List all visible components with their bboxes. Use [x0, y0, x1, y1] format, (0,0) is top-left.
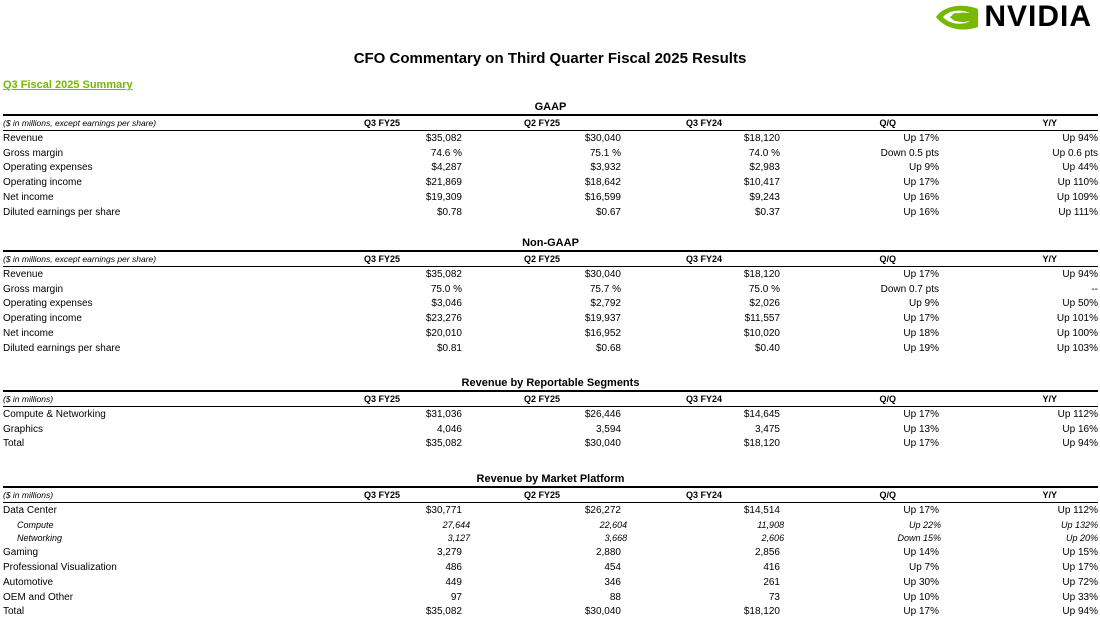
table-cell: $23,276 — [425, 313, 462, 325]
table-cell: Up 109% — [1056, 192, 1098, 204]
row-label: Professional Visualization — [3, 562, 117, 574]
section-title: GAAP — [534, 101, 567, 113]
table-cell: Up 112% — [1057, 408, 1098, 420]
table-header-row — [3, 114, 1098, 131]
row-label: Automotive — [3, 576, 54, 588]
table-header-row — [3, 486, 1098, 503]
table-cell: Up 17% — [903, 268, 939, 280]
table-row — [3, 131, 1098, 146]
row-label: Compute — [17, 519, 54, 530]
table-cell: 11,908 — [757, 519, 785, 530]
column-header: Q/Q — [879, 490, 896, 500]
table-row — [3, 575, 1098, 590]
row-label: Total — [3, 438, 25, 450]
table-cell: 2,606 — [761, 533, 785, 544]
table-cell: 261 — [763, 576, 780, 588]
table-cell: $20,010 — [425, 328, 462, 340]
table-cell: -- — [1091, 283, 1098, 295]
non-gaap-section — [3, 236, 1098, 356]
table-cell: 74.6 % — [430, 147, 462, 159]
table-row — [3, 518, 1098, 532]
table-cell: Up 17% — [903, 606, 939, 618]
table-cell: 4,046 — [436, 423, 462, 435]
table-cell: 2,880 — [595, 547, 621, 559]
table-cell: Up 14% — [903, 547, 939, 559]
table-cell: 3,475 — [754, 423, 780, 435]
table-row — [3, 326, 1098, 341]
table-cell: $30,040 — [584, 438, 621, 450]
summary-link[interactable]: Q3 Fiscal 2025 Summary — [3, 79, 133, 91]
table-cell: 73 — [768, 591, 780, 603]
table-cell: Up 22% — [909, 519, 942, 530]
row-label: Operating expenses — [3, 298, 93, 310]
table-cell: $0.78 — [436, 206, 462, 218]
row-label: Operating income — [3, 177, 82, 189]
table-cell: Up 112% — [1057, 504, 1098, 516]
table-row — [3, 311, 1098, 326]
column-header: Q/Q — [879, 118, 896, 128]
table-cell: $2,792 — [590, 298, 621, 310]
table-cell: 2,856 — [754, 547, 780, 559]
column-header: Q3 FY24 — [685, 118, 722, 128]
column-header: Q2 FY25 — [523, 394, 560, 404]
column-header: Y/Y — [1042, 490, 1057, 500]
column-header: Q3 FY24 — [685, 394, 722, 404]
table-row — [3, 205, 1098, 220]
table-header-row — [3, 390, 1098, 407]
table-cell: $26,272 — [584, 504, 621, 516]
column-header: Q3 FY24 — [685, 490, 722, 500]
table-cell: 75.7 % — [589, 283, 621, 295]
table-cell: Up 30% — [903, 576, 939, 588]
table-cell: Up 50% — [1062, 298, 1098, 310]
table-cell: $35,082 — [425, 438, 462, 450]
table-row — [3, 545, 1098, 560]
table-cell: $30,040 — [584, 268, 621, 280]
row-label: Operating expenses — [3, 162, 93, 174]
table-cell: $31,036 — [425, 408, 462, 420]
row-label: OEM and Other — [3, 591, 74, 603]
table-cell: $26,446 — [584, 408, 621, 420]
table-cell: Up 110% — [1057, 177, 1098, 189]
table-cell: $30,040 — [584, 606, 621, 618]
table-cell: 88 — [609, 591, 621, 603]
table-cell: Up 100% — [1056, 328, 1098, 340]
table-cell: 346 — [604, 576, 621, 588]
table-cell: $18,642 — [584, 177, 621, 189]
table-cell: $0.68 — [595, 342, 621, 354]
table-cell: $30,771 — [425, 504, 462, 516]
table-row — [3, 297, 1098, 312]
table-cell: Up 94% — [1062, 606, 1098, 618]
section-title: Revenue by Market Platform — [476, 473, 625, 485]
table-cell: $18,120 — [743, 438, 780, 450]
table-cell: $3,932 — [590, 162, 621, 174]
table-cell: 486 — [445, 562, 462, 574]
table-cell: Up 17% — [903, 408, 939, 420]
section-title: Non-GAAP — [522, 237, 579, 249]
table-cell: Up 17% — [903, 438, 939, 450]
table-cell: $10,417 — [743, 177, 780, 189]
table-cell: 3,279 — [436, 547, 462, 559]
table-header-row — [3, 250, 1098, 267]
table-cell: Up 9% — [908, 298, 939, 310]
column-header: Q3 FY25 — [363, 118, 400, 128]
gaap-section — [3, 100, 1098, 220]
table-cell: 75.1 % — [589, 147, 621, 159]
column-header: Q2 FY25 — [523, 254, 560, 264]
column-header: Q2 FY25 — [523, 118, 560, 128]
table-cell: $19,937 — [584, 313, 621, 325]
row-label: Graphics — [3, 423, 44, 435]
row-label: Data Center — [3, 504, 57, 516]
table-row — [3, 146, 1098, 161]
table-row — [3, 605, 1098, 620]
row-label: Diluted earnings per share — [3, 206, 121, 218]
table-cell: $18,120 — [743, 268, 780, 280]
table-cell: Up 94% — [1062, 268, 1098, 280]
table-cell: $18,120 — [743, 606, 780, 618]
table-cell: Up 17% — [903, 504, 939, 516]
table-cell: Up 19% — [903, 342, 939, 354]
table-cell: $2,026 — [749, 298, 780, 310]
table-cell: $35,082 — [425, 268, 462, 280]
row-label: Net income — [3, 192, 54, 204]
table-cell: Up 16% — [1062, 423, 1098, 435]
table-cell: $14,514 — [743, 504, 780, 516]
table-cell: Up 111% — [1058, 206, 1098, 218]
table-cell: Up 9% — [908, 162, 939, 174]
nvidia-wordmark: NVIDIA — [984, 0, 1092, 33]
table-cell: $9,243 — [749, 192, 780, 204]
table-cell: $4,287 — [431, 162, 462, 174]
table-cell: $35,082 — [425, 606, 462, 618]
table-cell: 75.0 % — [748, 283, 780, 295]
table-cell: $18,120 — [743, 132, 780, 144]
column-header: Q/Q — [879, 254, 896, 264]
nvidia-eye-icon — [934, 1, 980, 33]
table-row — [3, 267, 1098, 282]
table-row — [3, 175, 1098, 190]
table-cell: $0.81 — [436, 342, 462, 354]
table-cell: Up 13% — [903, 423, 939, 435]
table-cell: $16,952 — [584, 328, 621, 340]
table-cell: $19,309 — [425, 192, 462, 204]
table-cell: 3,594 — [595, 423, 621, 435]
table-cell: Up 33% — [1062, 591, 1098, 603]
column-header: Q3 FY25 — [363, 490, 400, 500]
table-cell: 75.0 % — [430, 283, 462, 295]
table-row — [3, 161, 1098, 176]
table-cell: Up 10% — [903, 591, 939, 603]
row-label: Total — [3, 606, 25, 618]
table-cell: Up 7% — [908, 562, 939, 574]
table-cell: Up 17% — [903, 177, 939, 189]
table-row — [3, 503, 1098, 518]
column-header: Y/Y — [1042, 118, 1057, 128]
row-label: Revenue — [3, 132, 44, 144]
row-label: Diluted earnings per share — [3, 342, 121, 354]
table-cell: $11,557 — [744, 313, 780, 325]
table-row — [3, 407, 1098, 422]
table-cell: 3,668 — [604, 533, 628, 544]
units-note: ($ in millions) — [3, 490, 54, 500]
table-row — [3, 341, 1098, 356]
table-cell: Up 18% — [903, 328, 939, 340]
table-row — [3, 437, 1098, 452]
table-cell: 22,604 — [599, 519, 628, 530]
table-cell: Down 15% — [897, 533, 942, 544]
table-cell: $0.67 — [595, 206, 621, 218]
column-header: Q/Q — [879, 394, 896, 404]
table-cell: Up 15% — [1062, 547, 1098, 559]
units-note: ($ in millions, except earnings per share) — [3, 118, 157, 128]
table-cell: $30,040 — [584, 132, 621, 144]
table-cell: Up 94% — [1062, 132, 1098, 144]
row-label: Networking — [17, 533, 63, 544]
segments-section — [3, 376, 1098, 451]
units-note: ($ in millions, except earnings per share) — [3, 254, 157, 264]
table-cell: $21,869 — [425, 177, 462, 189]
table-cell: Up 103% — [1056, 342, 1098, 354]
table-row — [3, 422, 1098, 437]
table-cell: 97 — [450, 591, 462, 603]
table-cell: $0.40 — [754, 342, 780, 354]
table-cell: Up 0.6 pts — [1052, 147, 1098, 159]
table-cell: Up 16% — [903, 206, 939, 218]
table-cell: Up 101% — [1056, 313, 1098, 325]
table-cell: 416 — [763, 562, 780, 574]
table-cell: Up 94% — [1062, 438, 1098, 450]
table-cell: 454 — [604, 562, 621, 574]
column-header: Q2 FY25 — [523, 490, 560, 500]
table-cell: Up 44% — [1062, 162, 1098, 174]
table-row — [3, 282, 1098, 297]
table-row — [3, 190, 1098, 205]
row-label: Net income — [3, 328, 54, 340]
table-row — [3, 560, 1098, 575]
nvidia-logo — [934, 0, 1092, 34]
row-label: Gaming — [3, 547, 39, 559]
column-header: Y/Y — [1042, 254, 1057, 264]
column-header: Q3 FY25 — [363, 394, 400, 404]
page-title: CFO Commentary on Third Quarter Fiscal 2025 Results — [353, 50, 747, 67]
table-cell: Down 0.5 pts — [880, 147, 939, 159]
row-label: Revenue — [3, 268, 44, 280]
table-cell: $2,983 — [749, 162, 780, 174]
table-cell: Up 17% — [903, 313, 939, 325]
table-cell: Up 20% — [1065, 533, 1099, 544]
row-label: Gross margin — [3, 283, 64, 295]
table-cell: Up 16% — [903, 192, 939, 204]
row-label: Compute & Networking — [3, 408, 106, 420]
table-cell: $0.37 — [754, 206, 780, 218]
units-note: ($ in millions) — [3, 394, 54, 404]
table-cell: $14,645 — [743, 408, 780, 420]
market-platform-section — [3, 472, 1098, 619]
row-label: Operating income — [3, 313, 82, 325]
table-cell: $16,599 — [584, 192, 621, 204]
table-row — [3, 532, 1098, 546]
table-row — [3, 590, 1098, 605]
table-cell: Down 0.7 pts — [880, 283, 939, 295]
row-label: Gross margin — [3, 147, 64, 159]
table-cell: $3,046 — [431, 298, 462, 310]
table-cell: $10,020 — [743, 328, 780, 340]
section-title: Revenue by Reportable Segments — [461, 377, 640, 389]
table-cell: Up 17% — [903, 132, 939, 144]
table-cell: 449 — [445, 576, 462, 588]
table-cell: Up 72% — [1062, 576, 1098, 588]
table-cell: 3,127 — [447, 533, 471, 544]
table-cell: $35,082 — [425, 132, 462, 144]
table-cell: 27,644 — [442, 519, 471, 530]
table-cell: 74.0 % — [748, 147, 780, 159]
table-cell: Up 17% — [1062, 562, 1098, 574]
column-header: Y/Y — [1042, 394, 1057, 404]
column-header: Q3 FY24 — [685, 254, 722, 264]
table-cell: Up 132% — [1060, 519, 1099, 530]
column-header: Q3 FY25 — [363, 254, 400, 264]
